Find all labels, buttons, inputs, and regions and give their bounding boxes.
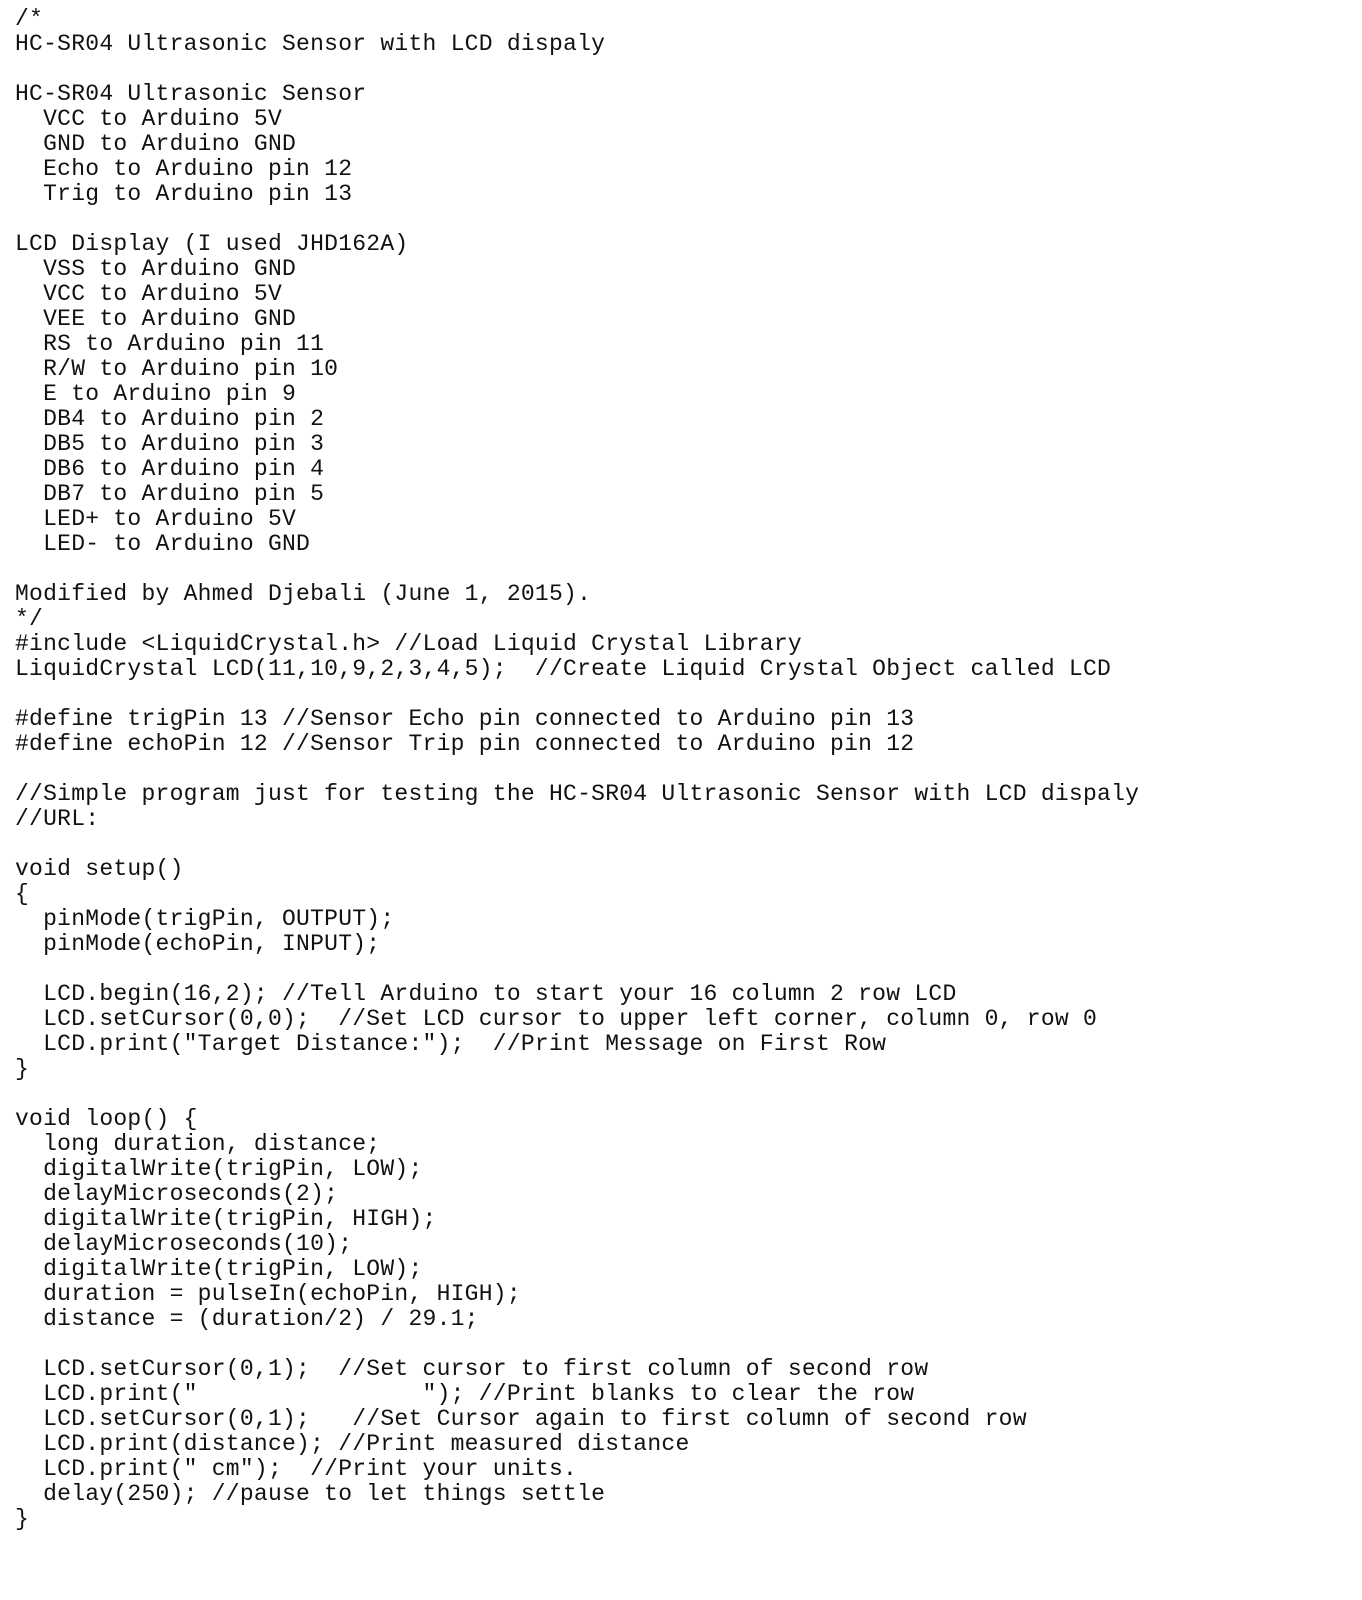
code-line: delayMicroseconds(2); — [15, 1181, 339, 1207]
code-line — [15, 57, 1345, 82]
code-line: } — [15, 1056, 30, 1082]
code-line: #define trigPin 13 //Sensor Echo pin connected to Arduino pin 13 — [15, 706, 915, 732]
code-line: LCD.begin(16,2); //Tell Arduino to start your 16 column 2 row LCD — [15, 981, 957, 1007]
code-line: HC-SR04 Ultrasonic Sensor with LCD dispaly — [15, 31, 606, 57]
code-line: digitalWrite(trigPin, LOW); — [15, 1156, 423, 1182]
code-line — [15, 207, 1345, 232]
code-line: { — [15, 881, 30, 907]
code-line: VCC to Arduino 5V — [15, 106, 282, 132]
code-line: DB6 to Arduino pin 4 — [15, 456, 325, 482]
code-line: LED- to Arduino GND — [15, 531, 311, 557]
code-line: Trig to Arduino pin 13 — [15, 181, 353, 207]
code-line: GND to Arduino GND — [15, 131, 297, 157]
code-line: LCD.setCursor(0,0); //Set LCD cursor to upper left corner, column 0, row 0 — [15, 1006, 1098, 1032]
code-line: RS to Arduino pin 11 — [15, 331, 325, 357]
code-line: DB5 to Arduino pin 3 — [15, 431, 325, 457]
code-line: duration = pulseIn(echoPin, HIGH); — [15, 1281, 521, 1307]
code-line: LCD.print("Target Distance:"); //Print Message on First Row — [15, 1031, 887, 1057]
code-line: delay(250); //pause to let things settle — [15, 1481, 606, 1507]
code-line: VCC to Arduino 5V — [15, 281, 282, 307]
code-line: DB7 to Arduino pin 5 — [15, 481, 325, 507]
code-line: Echo to Arduino pin 12 — [15, 156, 353, 182]
code-line — [15, 682, 1345, 707]
code-line: pinMode(trigPin, OUTPUT); — [15, 906, 395, 932]
code-line: #define echoPin 12 //Sensor Trip pin connected to Arduino pin 12 — [15, 731, 915, 757]
code-line: HC-SR04 Ultrasonic Sensor — [15, 81, 367, 107]
code-line: R/W to Arduino pin 10 — [15, 356, 339, 382]
code-line: VEE to Arduino GND — [15, 306, 297, 332]
code-line: LED+ to Arduino 5V — [15, 506, 297, 532]
code-line: LCD.print(distance); //Print measured distance — [15, 1431, 690, 1457]
code-line: */ — [15, 606, 44, 632]
code-line: //URL: — [15, 806, 100, 832]
code-line: long duration, distance; — [15, 1131, 381, 1157]
code-line: Modified by Ahmed Djebali (June 1, 2015). — [15, 581, 592, 607]
code-line: void setup() — [15, 856, 184, 882]
code-line: LCD.setCursor(0,1); //Set cursor to first column of second row — [15, 1356, 929, 1382]
code-line — [15, 832, 1345, 857]
code-line: digitalWrite(trigPin, HIGH); — [15, 1206, 437, 1232]
code-line — [15, 557, 1345, 582]
code-line: /* — [15, 6, 44, 32]
code-line — [15, 757, 1345, 782]
code-line: pinMode(echoPin, INPUT); — [15, 931, 381, 957]
code-line — [15, 957, 1345, 982]
code-line: DB4 to Arduino pin 2 — [15, 406, 325, 432]
code-line: E to Arduino pin 9 — [15, 381, 297, 407]
code-line: LCD.setCursor(0,1); //Set Cursor again to first column of second row — [15, 1406, 1027, 1432]
code-line — [15, 1332, 1345, 1357]
code-document — [15, 7, 1345, 1532]
code-line — [15, 1082, 1345, 1107]
code-line: LiquidCrystal LCD(11,10,9,2,3,4,5); //Create Liquid Crystal Object called LCD — [15, 656, 1112, 682]
code-line: LCD.print(" cm"); //Print your units. — [15, 1456, 578, 1482]
code-line: void loop() { — [15, 1106, 198, 1132]
code-line: LCD.print(" "); //Print blanks to clear the row — [15, 1381, 915, 1407]
code-line: LCD Display (I used JHD162A) — [15, 231, 409, 257]
code-line: #include <LiquidCrystal.h> //Load Liquid Crystal Library — [15, 631, 802, 657]
code-line: //Simple program just for testing the HC-SR04 Ultrasonic Sensor with LCD dispaly — [15, 781, 1140, 807]
code-line: delayMicroseconds(10); — [15, 1231, 353, 1257]
code-line: } — [15, 1506, 30, 1532]
code-line: digitalWrite(trigPin, LOW); — [15, 1256, 423, 1282]
code-line: VSS to Arduino GND — [15, 256, 297, 282]
code-line: distance = (duration/2) / 29.1; — [15, 1306, 479, 1332]
